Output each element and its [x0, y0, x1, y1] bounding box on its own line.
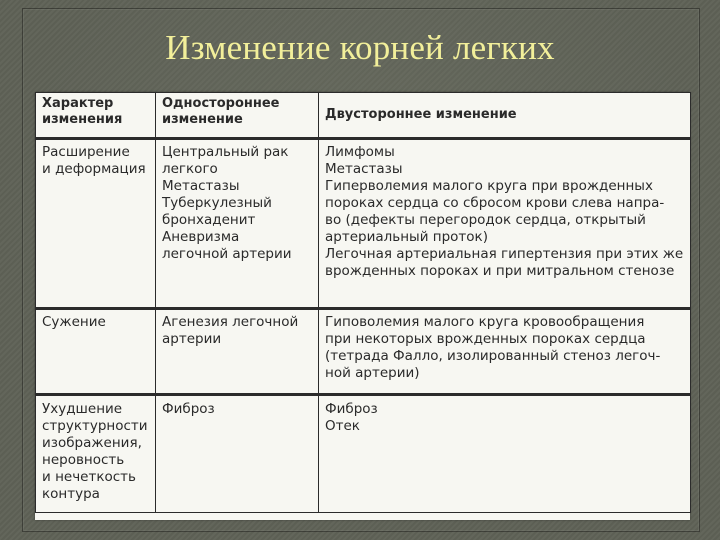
table-row: [36, 139, 691, 309]
table-cell: Центральный рак легкого Метастазы Туберкулезный бронхаденит Аневризма легочной артерии: [156, 139, 319, 309]
header-unilateral: Одностороннее изменение: [156, 93, 319, 139]
header-change-type: Характер изменения: [36, 93, 156, 139]
table-cell: Агенезия легочной артерии: [156, 309, 319, 395]
table-cell: Фиброз Отек: [319, 395, 691, 513]
table-row: [36, 395, 691, 513]
table-header-row: [36, 93, 691, 139]
header-bilateral: Двустороннее изменение: [319, 93, 691, 139]
slide-title: Изменение корней легких: [165, 28, 555, 67]
table-cell: Лимфомы Метастазы Гиперволемия малого круга при врожденных пороках сердца со сбросом крови слева напра- во (дефекты перегородок сердца, открытый артериальный проток) Легочная артериальная гипертензия при этих же врожденных пороках и при митральном стенозе: [319, 139, 691, 309]
table-cell: Гиповолемия малого круга кровообращения при некоторых врожденных пороках сердца (тетрада Фалло, изолированный стеноз легоч- ной артерии): [319, 309, 691, 395]
table-cell: Фиброз: [156, 395, 319, 513]
comparison-table: [35, 92, 691, 513]
comparison-table-container: [35, 92, 690, 520]
table-cell: Ухудшение структурности изображения, неровность и нечеткость контура: [36, 395, 156, 513]
table-cell: Сужение: [36, 309, 156, 395]
table-row: [36, 309, 691, 395]
table-cell: Расширение и деформация: [36, 139, 156, 309]
